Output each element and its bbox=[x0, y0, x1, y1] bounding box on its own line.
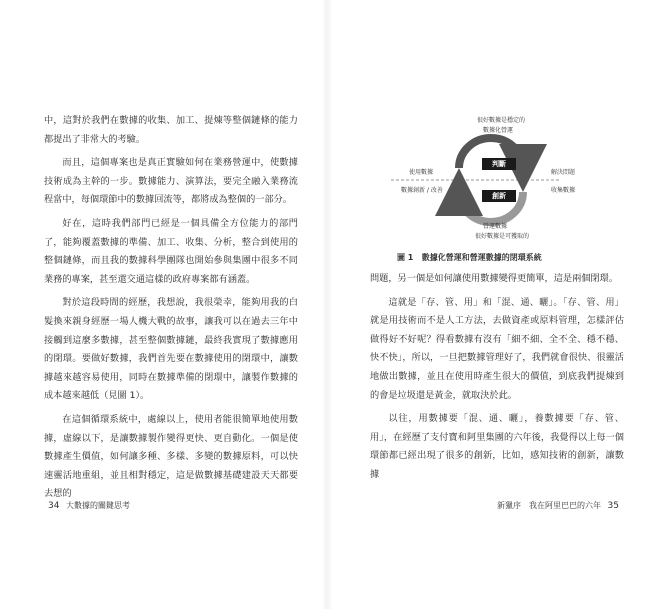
caption-text: 數據化營運和營運數據的閉環系統 bbox=[421, 253, 542, 262]
left-top-label: 使用數據 bbox=[409, 169, 434, 176]
create-box: 創新 bbox=[482, 190, 516, 202]
left-page bbox=[0, 0, 327, 609]
judge-box: 判斷 bbox=[482, 158, 516, 170]
paragraph: 而且，這個專案也是真正實驗如何在業務營運中，使數據技術成為主幹的一步。數據能力、演算法，要完全融入業務流程當中，每個環節中的數據回流等，都將成為整個的一部分。 bbox=[44, 157, 298, 206]
top-label-2: 數據化營運 bbox=[483, 127, 514, 134]
paragraph: 好在，這時我們部門已經是一個具備全方位能力的部門了，能夠覆蓋數據的準備、加工、收集、分析，整合到使用的整個鏈條，而且我的數據科學團隊也開始參與集團中很多不同業務的專案，甚至還交通這樣的政府專案都有涵蓋。 bbox=[44, 217, 298, 285]
right-body-text bbox=[370, 270, 624, 490]
paragraph: 對於這段時間的經歷，我想說，我很榮幸，能夠用我的白髮換來親身經歷一場人機大戰的故事，讓我可以在過去三年中接觸到這麼多數據，甚至整個數據鏈，最終我實現了數據應用的閉環。要做好數據，我們首先要在數據使用的閉環中，讓數據越來越容易使用，同時在數據準備的閉環中，讓製作數據的成本越來越低（見圖 1）。 bbox=[44, 297, 298, 402]
top-label-1: 很好數據是穩定的 bbox=[477, 117, 526, 124]
bottom-label-1: 營運數據 bbox=[483, 223, 508, 230]
book-title: 大數據的關鍵思考 bbox=[66, 501, 130, 510]
figure-caption bbox=[397, 252, 542, 263]
right-bottom-label: 收集數據 bbox=[551, 187, 576, 194]
closed-loop-diagram bbox=[391, 110, 591, 260]
right-top-label: 解決問題 bbox=[551, 169, 576, 176]
paragraph: 這就是「存、管、用」和「混、通、曬」。「存、管、用」就是用技術而不是人工方法，去做資產或原料管理，怎樣評估做得好不好呢？得看數據有沒有「細不細、全不全、穩不穩、快不快」，所以，一旦把數據管理好了，我們就會很快、很靈活地做出數據，並且在使用時產生很大的價值，到底我們提煉到的會是垃圾還是黃金，就取決於此。 bbox=[370, 296, 624, 401]
paragraph: 中，這對於我們在數據的收集、加工、提煉等整個鏈條的能力都提出了非常大的考驗。 bbox=[44, 115, 298, 145]
bottom-label-2: 很好數據是可獲取的 bbox=[475, 233, 530, 240]
page-number: 35 bbox=[607, 501, 619, 511]
caption-label: 圖 1 bbox=[397, 253, 414, 262]
left-footer bbox=[44, 500, 130, 511]
page-number: 34 bbox=[48, 501, 60, 511]
paragraph: 問題，另一個是如何讓使用數據變得更簡單，這是兩個閉環。 bbox=[370, 273, 619, 284]
paragraph: 以往，用數據要「混、通、曬」，養數據要「存、管、用」，在經歷了支付寶和阿里集團的六年後，我覺得以上每一個環節都已經出現了很多的創新，比如，感知技術的創新，讓數據 bbox=[370, 413, 624, 480]
left-body-text bbox=[44, 112, 298, 509]
right-footer bbox=[497, 500, 623, 511]
paragraph: 在這個循環系統中，處線以上，使用者能很簡單地使用數據，虛線以下，是讓數據製作變得更快、更自動化。一個是使數據產生價值，如何讓多種、多樣、多變的數據原料，可以快速靈活地重組，並且相對穩定，這是做數據基礎建設天天都要去想的 bbox=[44, 413, 298, 500]
left-bottom-label: 數據創新 / 改善 bbox=[401, 187, 443, 194]
chapter-title: 新獵序 我在阿里巴巴的六年 bbox=[497, 501, 601, 510]
